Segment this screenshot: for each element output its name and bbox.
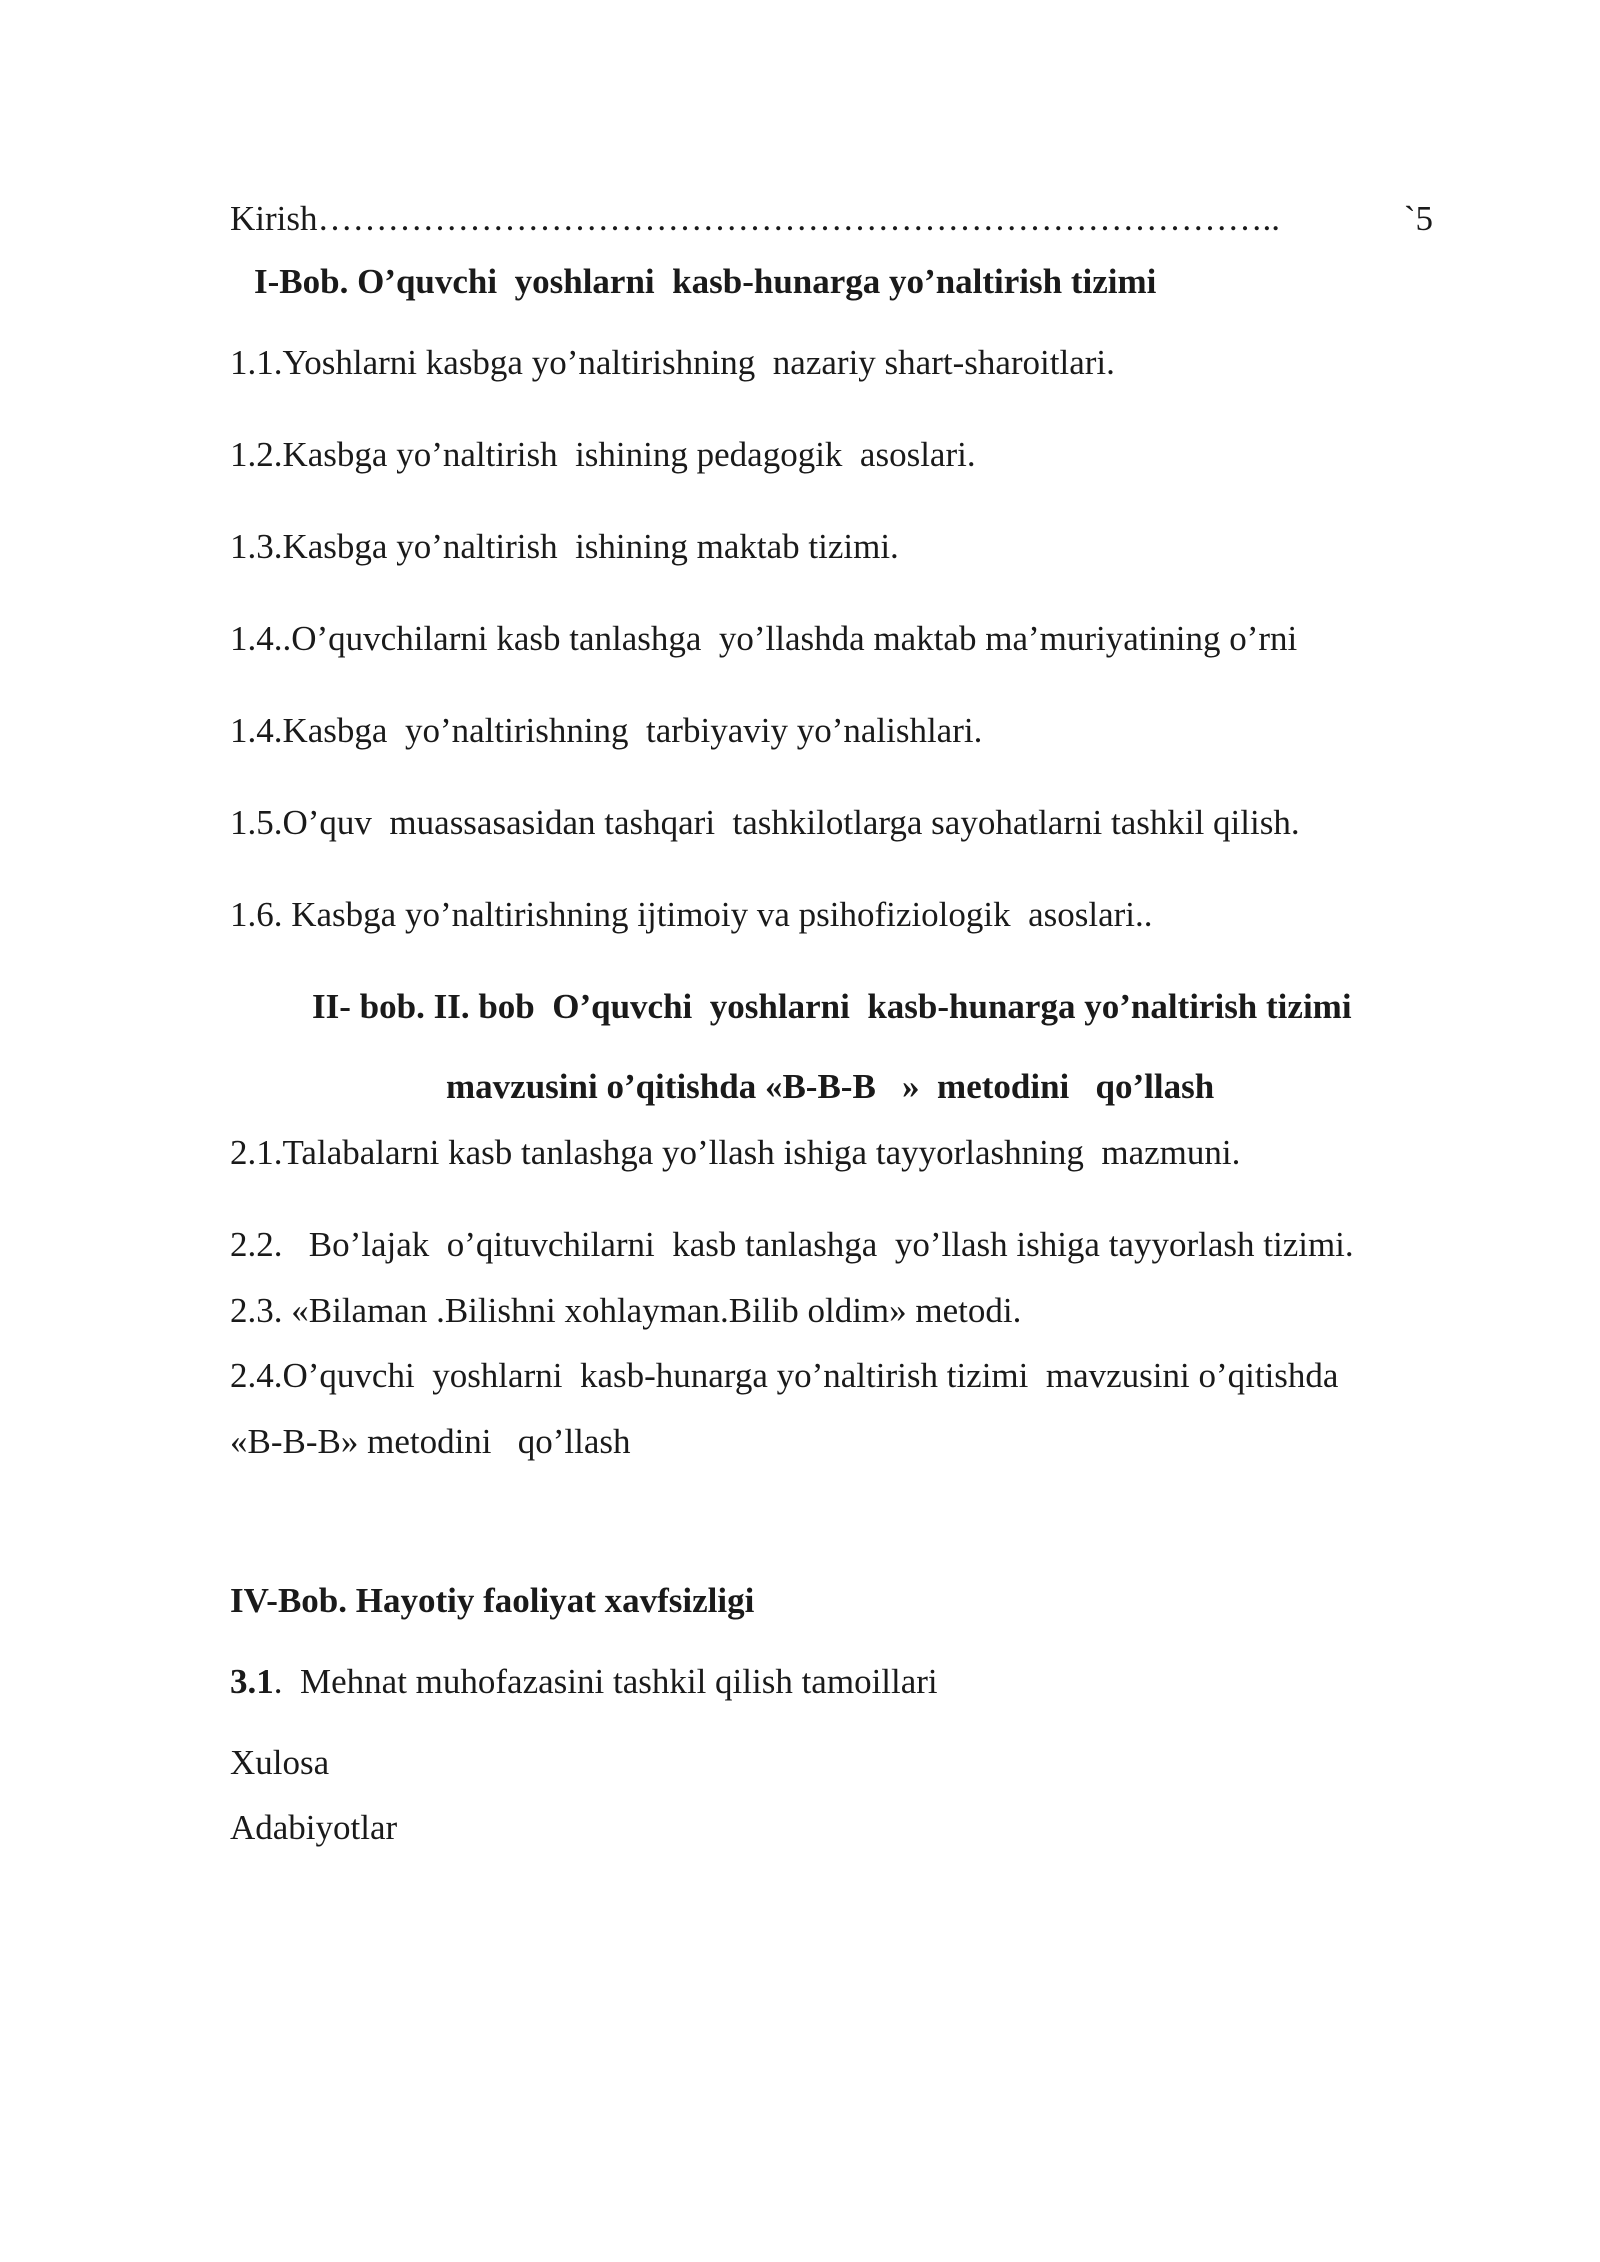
toc-item-2-2: 2.2. Bo’lajak o’qituvchilarni kasb tanlashga yo’llash ishiga tayyorlash tizimi.: [230, 1225, 1354, 1264]
toc-item-1-4b: 1.4.Kasbga yo’naltirishning tarbiyaviy yo’nalishlari.: [230, 711, 983, 750]
toc-item-2-1: 2.1.Talabalarni kasb tanlashga yo’llash ishiga tayyorlashning mazmuni.: [230, 1133, 1241, 1172]
toc-item-2-4: 2.4.O’quvchi yoshlarni kasb-hunarga yo’naltirish tizimi mavzusini o’qitishda: [230, 1356, 1339, 1395]
toc-item-1-5: 1.5.O’quv muassasasidan tashqari tashkilotlarga sayohatlarni tashkil qilish.: [230, 803, 1300, 842]
toc-entry-label: Kirish: [230, 199, 318, 238]
toc-item-2-4-continued: «B-B-B» metodini qo’llash: [230, 1422, 631, 1461]
toc-page-number: `5: [1403, 199, 1433, 238]
toc-item-2-3: 2.3. «Bilaman .Bilishni xohlayman.Bilib oldim» metodi.: [230, 1291, 1022, 1330]
toc-item-1-3: 1.3.Kasbga yo’naltirish ishining maktab tizimi.: [230, 527, 899, 566]
toc-item-text: . Mehnat muhofazasini tashkil qilish tamoillari: [273, 1662, 938, 1701]
chapter-2-heading-line-2: mavzusini o’qitishda «B-B-B » metodini qo’llash: [446, 1067, 1215, 1106]
toc-item-1-6: 1.6. Kasbga yo’naltirishning ijtimoiy va psihofiziologik asoslari..: [230, 895, 1153, 934]
toc-item-3-1: [230, 1660, 938, 1704]
toc-item-1-1: 1.1.Yoshlarni kasbga yo’naltirishning nazariy shart-sharoitlari.: [230, 343, 1115, 382]
toc-item-1-4a: 1.4..O’quvchilarni kasb tanlashga yo’llashda maktab ma’muriyatining o’rni: [230, 619, 1298, 658]
chapter-1-heading: I-Bob. O’quvchi yoshlarni kasb-hunarga yo’naltirish tizimi: [254, 262, 1157, 301]
toc-item-number: 3.1: [230, 1662, 274, 1701]
toc-dot-leader: ………………………………………………………………………..: [317, 199, 1280, 238]
toc-entry-xulosa: Xulosa: [230, 1743, 330, 1782]
chapter-4-heading: IV-Bob. Hayotiy faoliyat xavfsizligi: [230, 1581, 755, 1620]
toc-entry-kirish: [230, 197, 1433, 241]
toc-entry-adabiyotlar: Adabiyotlar: [230, 1808, 398, 1847]
toc-item-1-2: 1.2.Kasbga yo’naltirish ishining pedagogik asoslari.: [230, 435, 976, 474]
chapter-2-heading-line-1: II- bob. II. bob O’quvchi yoshlarni kasb-hunarga yo’naltirish tizimi: [312, 987, 1352, 1026]
